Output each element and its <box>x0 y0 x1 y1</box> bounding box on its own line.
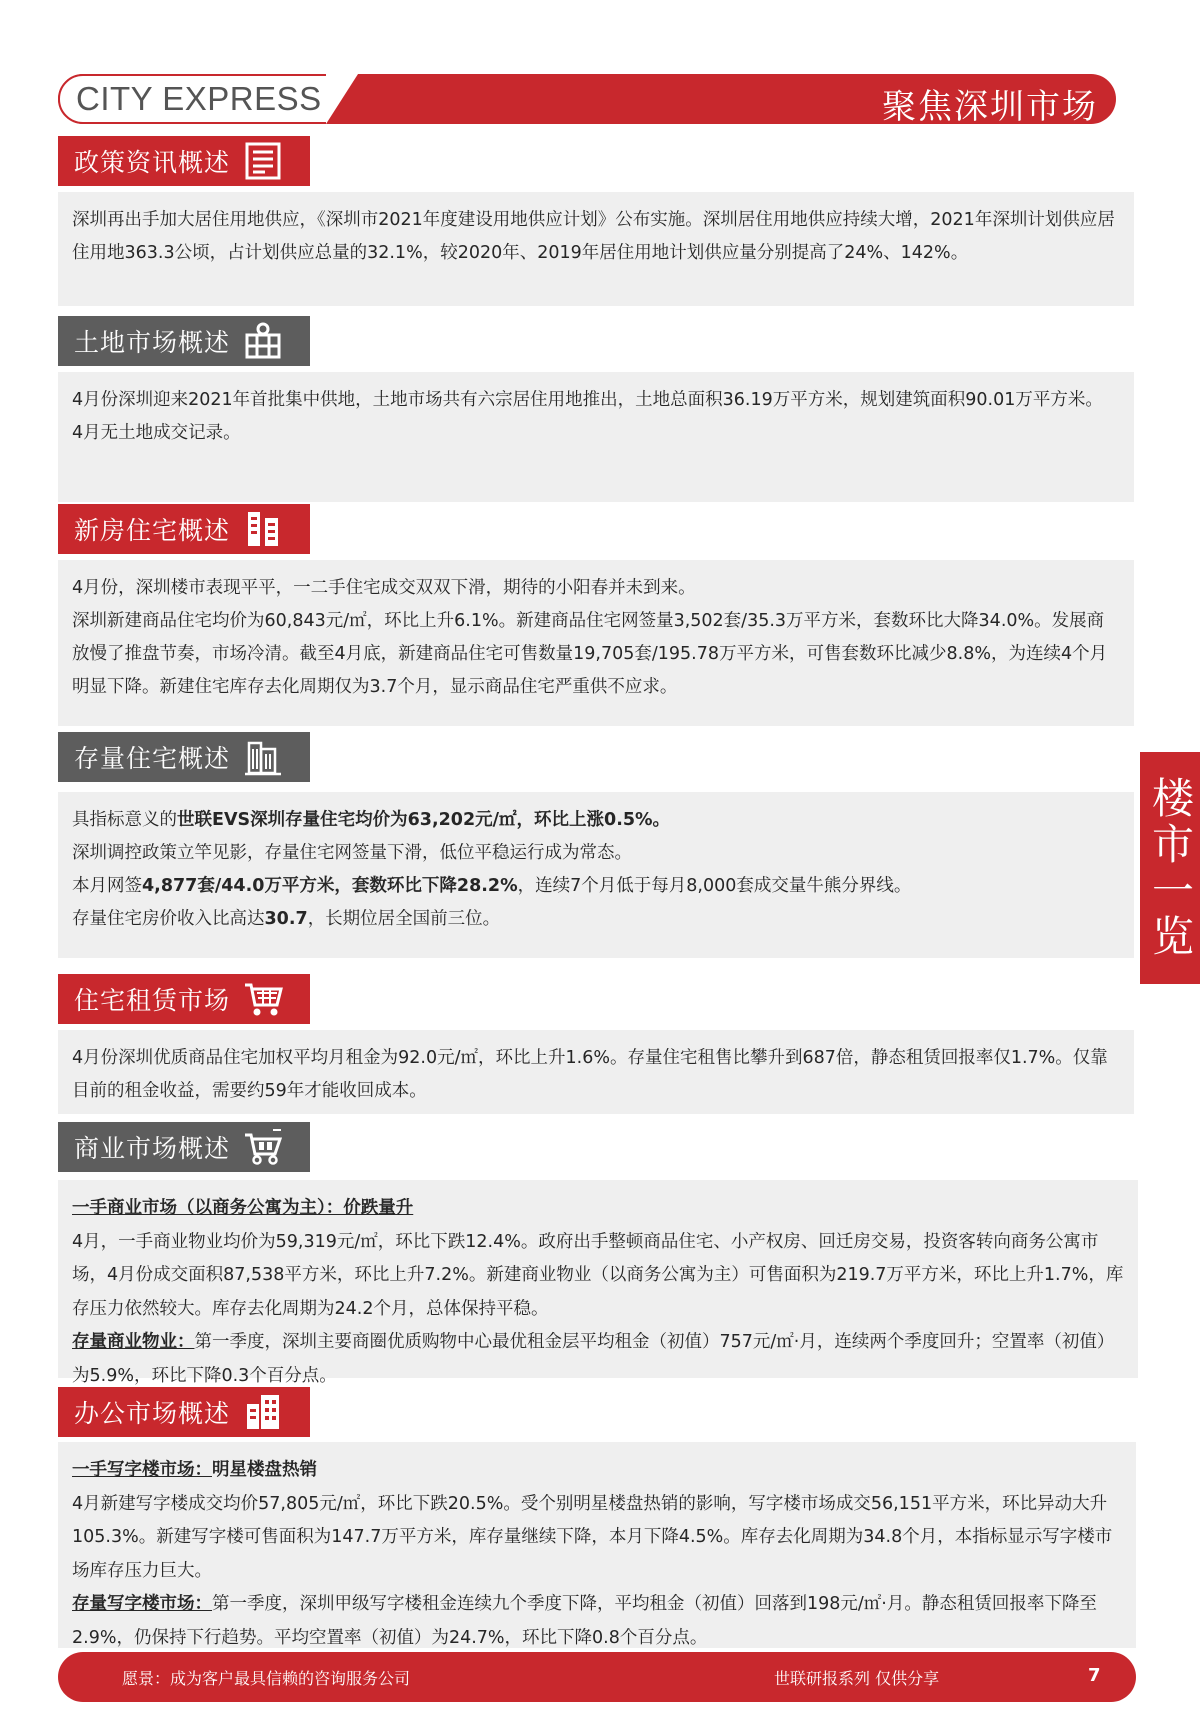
section-tag-office <box>58 1387 310 1437</box>
stock-home-paragraph-1 <box>72 804 1120 837</box>
office-building-icon <box>242 1392 284 1432</box>
text-span: ，长期位居全国前三位。 <box>307 909 501 929</box>
new-home-paragraph-2: 深圳新建商品住宅均价为60,843元/㎡，环比上升6.1%。新建商品住宅网签量3,502套/35.3万平方米，套数环比大降34.0%。发展商放慢了推盘节奏，市场冷清。截至4月底，新建商品住宅可售数量19,705套/195.78万平方米，可售套数环比减少8.8%，为连续4个月明显下降。新建住宅库存去化周期仅为3.7个月，显示商品住宅严重供不应求。 <box>72 611 1108 697</box>
header-band <box>58 74 1116 127</box>
commercial-paragraph-2 <box>72 1326 1124 1393</box>
office-subtitle-1 <box>72 1454 1122 1488</box>
section-title: 办公市场概述 <box>74 1399 231 1428</box>
section-tag-land <box>58 316 310 366</box>
document-icon <box>242 141 284 181</box>
side-tab-label: 楼市一览 <box>1146 776 1195 960</box>
page-number: 7 <box>1088 1665 1101 1686</box>
subheading: 一手写字楼市场： <box>72 1460 212 1480</box>
brand-title: CITY EXPRESS <box>76 80 322 117</box>
footer-band <box>58 1652 1136 1702</box>
side-tab <box>1140 752 1200 984</box>
office-paragraph-1: 4月新建写字楼成交均价57,805元/㎡，环比下跌20.5%。受个别明星楼盘热销的影响，写字楼市场成交56,151平方米，环比异动大升105.3%。新建写字楼可售面积为147.7万平方米，库存量继续下降，本月下降4.5%。库存去化周期为34.8个月，本指标显示写字楼市场库存压力巨大。 <box>72 1493 1113 1581</box>
footer-series: 世联研报系列 仅供分享 <box>774 1669 940 1688</box>
text-span: 具指标意义的 <box>72 810 177 830</box>
section-tag-policy <box>58 136 310 186</box>
text-bold: 世联EVS深圳存量住宅均价为63,202元/㎡，环比上涨0.5%。 <box>177 810 671 830</box>
section-title: 住宅租赁市场 <box>74 986 231 1015</box>
rental-paragraph: 4月份深圳优质商品住宅加权平均月租金为92.0元/㎡，环比上升1.6%。存量住宅租售比攀升到687倍，静态租赁回报率仅1.7%。仅靠目前的租金收益，需要约59年才能收回成本。 <box>72 1048 1108 1101</box>
section-title: 政策资讯概述 <box>74 148 231 177</box>
building-icon <box>242 509 284 549</box>
subheading: 一手商业市场（以商务公寓为主）：价跌量升 <box>72 1198 414 1218</box>
section-tag-commercial <box>58 1122 310 1172</box>
text-span: 存量住宅房价收入比高达 <box>72 909 265 929</box>
stock-home-paragraph-3 <box>72 870 1120 903</box>
text-bold: 30.7 <box>264 909 308 929</box>
text-span: 第一季度，深圳主要商圈优质购物中心最优租金层平均租金（初值）757元/㎡·月，连续两个季度回升；空置率（初值）为5.9%，环比下降0.3个百分点。 <box>72 1332 1115 1386</box>
text-span: 第一季度，深圳甲级写字楼租金连续九个季度下降，平均租金（初值）回落到198元/㎡·月。静态租赁回报率下降至2.9%，仍保持下行趋势。平均空置率（初值）为24.7%，环比下降0.8个百分点。 <box>72 1594 1097 1648</box>
section-tag-new-home <box>58 504 310 554</box>
shopping-cart-icon <box>242 1127 284 1167</box>
land-paragraph-2: 4月无土地成交记录。 <box>72 423 241 443</box>
subheading: 存量商业物业： <box>72 1332 195 1352</box>
section-title: 土地市场概述 <box>74 328 231 357</box>
section-tag-stock-home <box>58 732 310 782</box>
map-icon <box>242 321 284 361</box>
stock-home-paragraph-2: 深圳调控政策立竿见影，存量住宅网签量下滑，低位平稳运行成为常态。 <box>72 843 632 863</box>
new-home-paragraph-1: 4月份，深圳楼市表现平平，一二手住宅成交双双下滑，期待的小阳春并未到来。 <box>72 578 696 598</box>
section-panel-policy <box>58 192 1134 306</box>
office-paragraph-2 <box>72 1588 1122 1655</box>
cart-icon <box>242 979 284 1019</box>
section-title: 新房住宅概述 <box>74 516 231 545</box>
section-panel-office <box>58 1442 1136 1648</box>
section-title: 商业市场概述 <box>74 1134 231 1163</box>
subheading: 存量写字楼市场： <box>72 1594 212 1614</box>
section-panel-land <box>58 372 1134 502</box>
commercial-paragraph-1: 4月，一手商业物业均价为59,319元/㎡，环比下跌12.4%。政府出手整顿商品住宅、小产权房、回迁房交易，投资客转向商务公寓市场，4月份成交面积87,538平方米，环比上升7.2%。新建商业物业（以商务公寓为主）可售面积为219.7万平方米，环比上升1.7%，库存压力依然较大。库存去化周期为24.2个月，总体保持平稳。 <box>72 1231 1124 1319</box>
section-panel-new-home <box>58 560 1134 726</box>
section-title: 存量住宅概述 <box>74 744 231 773</box>
section-panel-rental <box>58 1030 1134 1114</box>
section-panel-commercial <box>58 1180 1138 1386</box>
text-bold: 明星楼盘热销 <box>212 1460 317 1480</box>
brand-slant <box>326 74 358 124</box>
text-span: ，连续7个月低于每月8,000套成交量牛熊分界线。 <box>517 876 912 896</box>
commercial-subtitle-1 <box>72 1192 1124 1226</box>
footer-vision: 愿景：成为客户最具信赖的咨询服务公司 <box>122 1669 411 1688</box>
land-paragraph-1: 4月份深圳迎来2021年首批集中供地，土地市场共有六宗居住用地推出，土地总面积36.19万平方米，规划建筑面积90.01万平方米。 <box>72 390 1103 410</box>
focus-title: 聚焦深圳市场 <box>882 87 1098 127</box>
city-icon <box>242 737 284 777</box>
section-panel-stock-home <box>58 792 1134 958</box>
policy-paragraph: 深圳再出手加大居住用地供应，《深圳市2021年度建设用地供应计划》公布实施。深圳居住用地供应持续大增，2021年深圳计划供应居住用地363.3公顷，占计划供应总量的32.1%，较2020年、2019年居住用地计划供应量分别提高了24%、142%。 <box>72 210 1115 263</box>
section-tag-rental <box>58 974 310 1024</box>
stock-home-paragraph-4 <box>72 903 1120 936</box>
text-span: 本月网签 <box>72 876 142 896</box>
text-bold: 4,877套/44.0万平方米，套数环比下降28.2% <box>142 876 518 896</box>
